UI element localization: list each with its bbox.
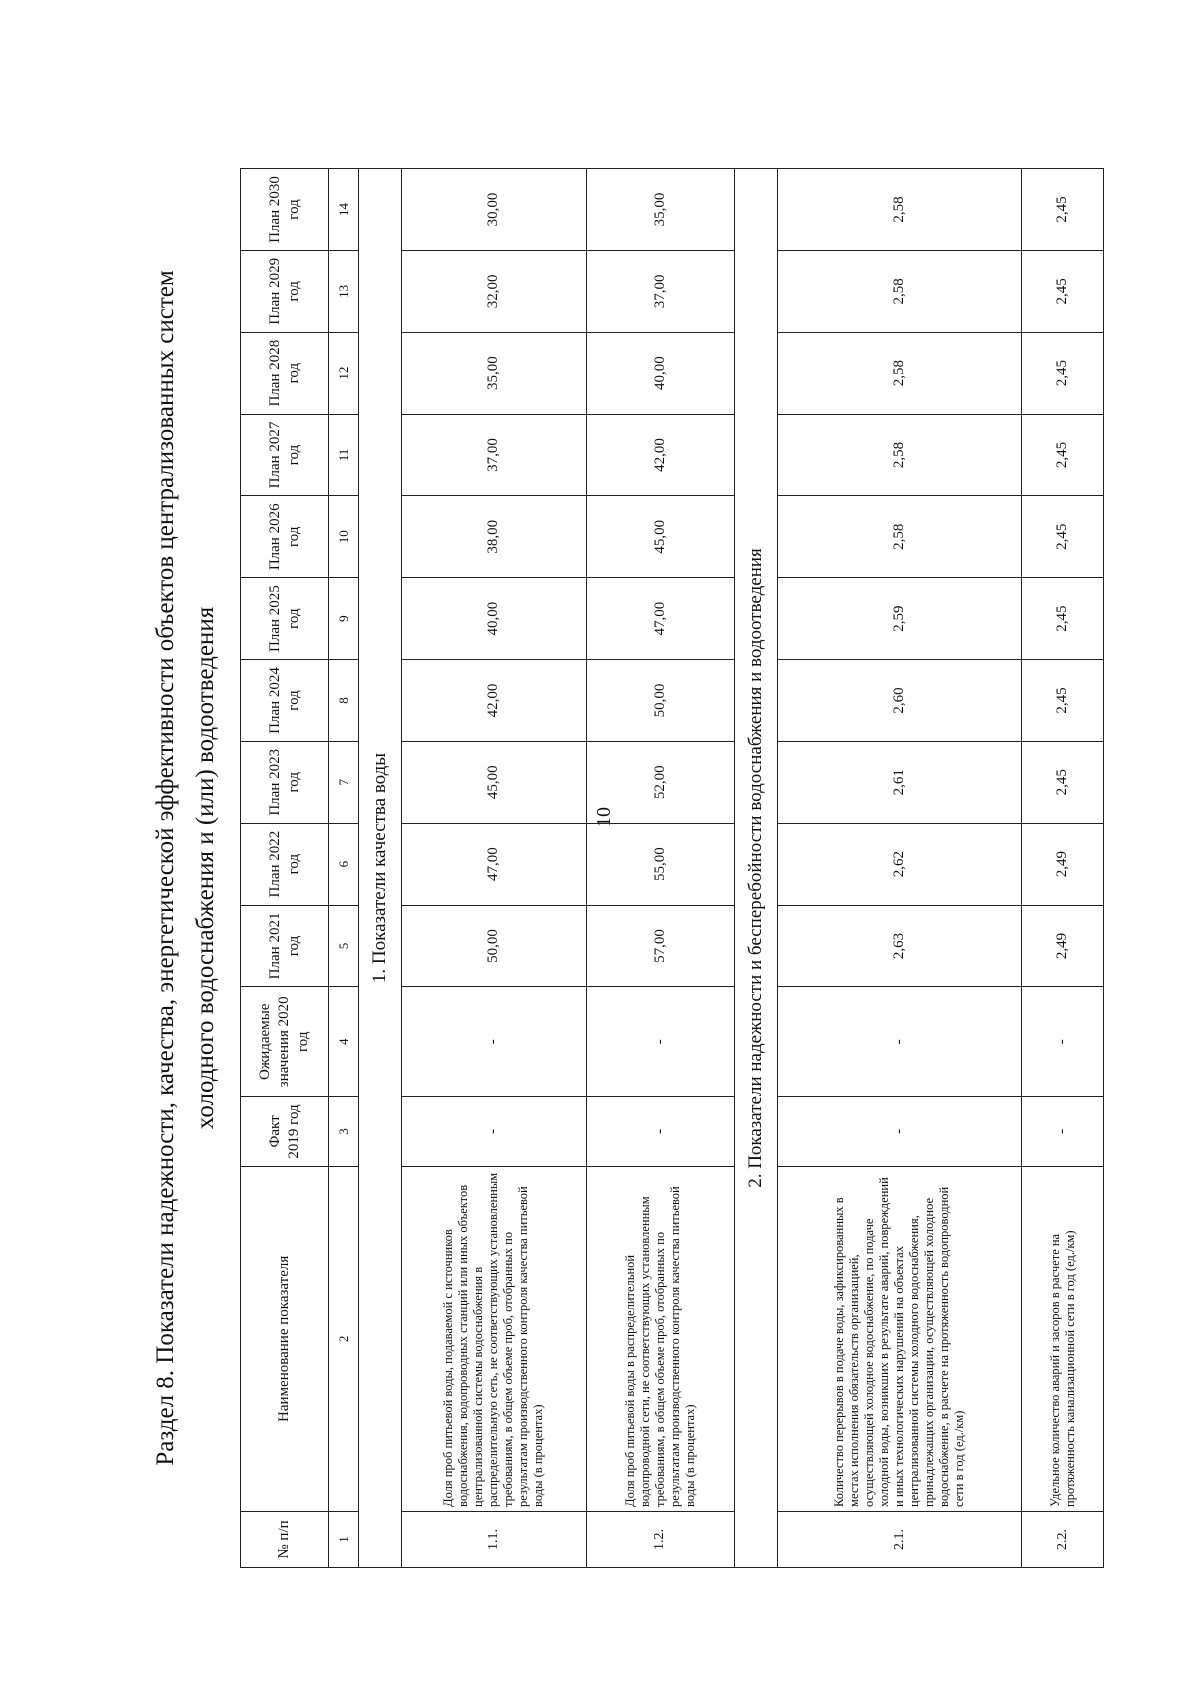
rotated-page-content xyxy=(146,168,1146,1568)
section-header: 1. Показатели качества воды xyxy=(358,169,401,1568)
value-cell: 40,00 xyxy=(401,578,586,660)
indicator-name: Доля проб питьевой воды, подаваемой с источников водоснабжения, водопроводных станций или иных объектов централизованной системы водоснабжения в распределительную сеть, не соответствующих установленным требованиям, в общем объеме проб, отобранных по результатам производственного контроля качества питьевой воды (в процентах) xyxy=(401,1166,586,1511)
value-cell: 2,45 xyxy=(1022,741,1104,823)
column-number-cell: 14 xyxy=(329,169,359,251)
value-cell: - xyxy=(587,1097,735,1167)
value-cell: - xyxy=(401,987,586,1097)
value-cell: 52,00 xyxy=(587,741,735,823)
column-number-cell: 4 xyxy=(329,987,359,1097)
header-cell: План 2024 год xyxy=(241,660,329,742)
header-cell: План 2026 год xyxy=(241,496,329,578)
value-cell: 47,00 xyxy=(401,823,586,905)
value-cell: 2,58 xyxy=(777,169,1022,251)
column-number-cell: 3 xyxy=(329,1097,359,1167)
value-cell: 50,00 xyxy=(587,660,735,742)
value-cell: 47,00 xyxy=(587,578,735,660)
row-number: 2.1. xyxy=(777,1511,1022,1567)
header-cell: План 2025 год xyxy=(241,578,329,660)
table-row xyxy=(1022,169,1104,1568)
value-cell: 42,00 xyxy=(401,660,586,742)
value-cell: 2,62 xyxy=(777,823,1022,905)
header-cell: План 2029 год xyxy=(241,250,329,332)
header-cell: Ожидаемые значения 2020 год xyxy=(241,987,329,1097)
value-cell: 45,00 xyxy=(401,741,586,823)
value-cell: 2,63 xyxy=(777,905,1022,987)
value-cell: 37,00 xyxy=(401,414,586,496)
header-cell: План 2023 год xyxy=(241,741,329,823)
value-cell: 40,00 xyxy=(587,332,735,414)
column-number-cell: 8 xyxy=(329,660,359,742)
header-cell: План 2021 год xyxy=(241,905,329,987)
value-cell: 45,00 xyxy=(587,496,735,578)
value-cell: 2,58 xyxy=(777,414,1022,496)
value-cell: 37,00 xyxy=(587,250,735,332)
value-cell: 38,00 xyxy=(401,496,586,578)
value-cell: 35,00 xyxy=(587,169,735,251)
value-cell: 2,49 xyxy=(1022,905,1104,987)
indicator-name: Доля проб питьевой воды в распределительной водопроводной сети, не соответствующих установленным требованиям, в общем объеме проб, отобранных по результатам производственного контроля качества питьевой воды (в процентах) xyxy=(587,1166,735,1511)
value-cell: 2,58 xyxy=(777,250,1022,332)
section-header: 2. Показатели надежности и бесперебойности водоснабжения и водоотведения xyxy=(734,169,777,1568)
header-cell: План 2022 год xyxy=(241,823,329,905)
value-cell: 30,00 xyxy=(401,169,586,251)
indicator-name: Количество перерывов в подаче воды, зафиксированных в местах исполнения обязательств организацией, осуществляющей холодное водоснабжение, по подаче холодной воды, возникших в результате аварий, повреждений и иных технологических нарушений на объектах централизованной системы холодного водоснабжения, принадлежащих организации, осуществляющей холодное водоснабжение, в расчете на протяженность водопроводной сети в год (ед./км) xyxy=(777,1166,1022,1511)
header-cell: План 2028 год xyxy=(241,332,329,414)
value-cell: 2,58 xyxy=(777,332,1022,414)
header-cell: № п/п xyxy=(241,1511,329,1567)
header-cell: Наименование показателя xyxy=(241,1166,329,1511)
table-row xyxy=(777,169,1022,1568)
value-cell: 2,45 xyxy=(1022,414,1104,496)
row-number: 1.2. xyxy=(587,1511,735,1567)
value-cell: 42,00 xyxy=(587,414,735,496)
column-number-row xyxy=(329,169,359,1568)
column-number-cell: 6 xyxy=(329,823,359,905)
column-number-cell: 7 xyxy=(329,741,359,823)
indicators-table xyxy=(240,168,1104,1568)
section-title-line2: холодного водоснабжения и (или) водоотведения xyxy=(192,606,219,1130)
value-cell: 2,49 xyxy=(1022,823,1104,905)
column-number-cell: 9 xyxy=(329,578,359,660)
row-number: 2.2. xyxy=(1022,1511,1104,1567)
value-cell: - xyxy=(401,1097,586,1167)
value-cell: 2,45 xyxy=(1022,332,1104,414)
page-number: 10 xyxy=(593,807,615,827)
header-cell: План 2027 год xyxy=(241,414,329,496)
header-cell: План 2030 год xyxy=(241,169,329,251)
value-cell: - xyxy=(777,987,1022,1097)
column-number-cell: 1 xyxy=(329,1511,359,1567)
column-number-cell: 5 xyxy=(329,905,359,987)
value-cell: 2,45 xyxy=(1022,250,1104,332)
value-cell: 50,00 xyxy=(401,905,586,987)
section-header-row xyxy=(734,169,777,1568)
section-title-line1: Раздел 8. Показатели надежности, качества, энергетической эффективности объектов централизованных систем xyxy=(152,270,179,1466)
section-header-row xyxy=(358,169,401,1568)
value-cell: 2,45 xyxy=(1022,660,1104,742)
value-cell: 2,45 xyxy=(1022,578,1104,660)
value-cell: 2,59 xyxy=(777,578,1022,660)
value-cell: - xyxy=(1022,987,1104,1097)
value-cell: 57,00 xyxy=(587,905,735,987)
value-cell: 2,61 xyxy=(777,741,1022,823)
column-number-cell: 2 xyxy=(329,1166,359,1511)
row-number: 1.1. xyxy=(401,1511,586,1567)
value-cell: 2,58 xyxy=(777,496,1022,578)
column-number-cell: 11 xyxy=(329,414,359,496)
value-cell: - xyxy=(587,987,735,1097)
value-cell: 55,00 xyxy=(587,823,735,905)
value-cell: 35,00 xyxy=(401,332,586,414)
value-cell: 2,60 xyxy=(777,660,1022,742)
column-number-cell: 12 xyxy=(329,332,359,414)
indicator-name: Удельное количество аварий и засоров в расчете на протяженность канализационной сети в год (ед./км) xyxy=(1022,1166,1104,1511)
header-row xyxy=(241,169,329,1568)
column-number-cell: 10 xyxy=(329,496,359,578)
value-cell: 32,00 xyxy=(401,250,586,332)
table-row xyxy=(587,169,735,1568)
value-cell: - xyxy=(1022,1097,1104,1167)
table-row xyxy=(401,169,586,1568)
value-cell: - xyxy=(777,1097,1022,1167)
section-title xyxy=(146,168,230,1568)
value-cell: 2,45 xyxy=(1022,169,1104,251)
column-number-cell: 13 xyxy=(329,250,359,332)
value-cell: 2,45 xyxy=(1022,496,1104,578)
header-cell: Факт 2019 год xyxy=(241,1097,329,1167)
